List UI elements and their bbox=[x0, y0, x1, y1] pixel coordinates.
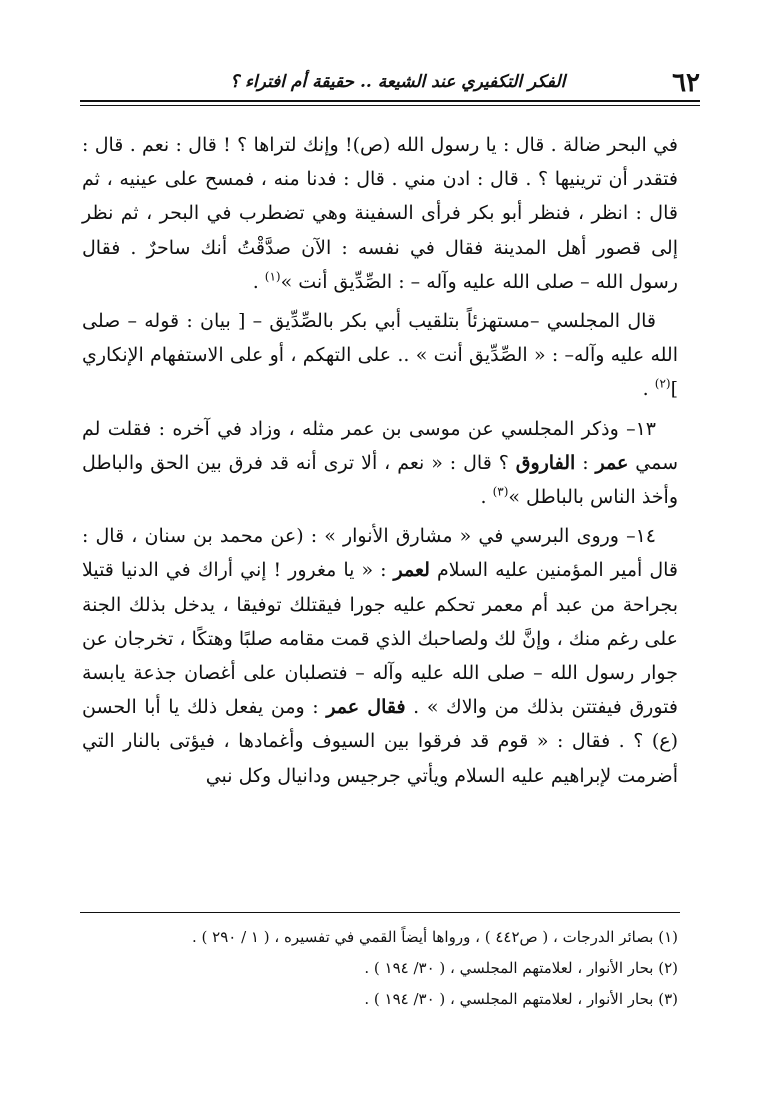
footnote-reference: (٢) bbox=[654, 377, 671, 392]
text-segment: في البحر ضالة . قال : يا رسول الله (ص)! وإنك لتراها ؟ ! قال : نعم . قال : فتقدر أن ترينيها ؟ . قال : ادن مني . قال : فدنا منه ، فمسح على عينيه ، ثم قال : انظر ، فنظر أبو بكر فرأى السفينة وهي تضطرب في البحر ، ثم نظر إلى قصور أهل المدينة فقال في نفسه : الآن صدَّقْتُ أنك ساحرٌ . فقال رسول الله – صلى الله عليه وآله – : الصِّدِّيق أنت » bbox=[82, 134, 678, 293]
footnote-divider bbox=[80, 912, 680, 913]
bold-text: لعمر bbox=[393, 559, 430, 582]
footnote-number: (٢) bbox=[658, 959, 678, 977]
text-segment: ١٣– وذكر المجلسي عن موسى بن عمر مثله ، وزاد في آخره : فقلت لم سمي bbox=[82, 417, 679, 474]
footnote-number: (٣) bbox=[658, 990, 678, 1008]
footnote-text: بصائر الدرجات ، ( ص٤٤٢ ) ، ورواها أيضاً القمي في تفسيره ، ( ١ / ٢٩٠ ) . bbox=[192, 928, 659, 946]
text-segment: . bbox=[642, 378, 655, 401]
text-segment: . bbox=[480, 486, 493, 509]
footnote-reference: (٣) bbox=[492, 484, 509, 499]
footnote-reference: (١) bbox=[264, 269, 281, 284]
header-rule-thin bbox=[80, 105, 700, 106]
text-segment: : bbox=[575, 451, 596, 474]
text-segment: ١٤– وروى البرسي في « مشارق الأنوار » : (عن محمد بن سنان ، قال : قال أمير المؤمنين عليه السلام bbox=[82, 525, 679, 582]
text-segment: : ومن يفعل ذلك يا أبا الحسن (ع) ؟ . فقال : « قوم قد فرقوا بين السيوف وأغمادها ، فيؤتى بالنار التي أضرمت لإبراهيم عليه السلام ويأتي جرجيس ودانيال وكل نبي bbox=[82, 696, 678, 787]
text-segment: ؟ قال : « نعم ، ألا ترى أنه قد فرق بين الحق والباطل وأخذ الناس بالباطل » bbox=[82, 451, 678, 509]
paragraph bbox=[82, 412, 678, 515]
footnote bbox=[82, 922, 678, 953]
text-segment: قال المجلسي –مستهزئاً بتلقيب أبي بكر بالصِّدِّيق – [ بيان : قوله – صلى الله عليه وآله– : « الصِّدِّيق أنت » .. على التهكم ، أو على الاستفهام الإنكاري ] bbox=[82, 310, 678, 401]
footnote-number: (١) bbox=[658, 928, 678, 946]
paragraph bbox=[82, 128, 678, 299]
paragraph bbox=[82, 519, 678, 793]
footnote-text: بحار الأنوار ، لعلامتهم المجلسي ، ( ٣٠/ ١٩٤ ) . bbox=[364, 959, 659, 977]
main-text bbox=[82, 128, 678, 798]
page-header bbox=[80, 62, 700, 108]
paragraph bbox=[82, 304, 678, 407]
footnote bbox=[82, 984, 678, 1015]
page-number: ٦٢ bbox=[672, 68, 700, 98]
bold-text: الفاروق bbox=[515, 451, 576, 474]
footnotes bbox=[82, 922, 678, 1015]
running-title: الفكر التكفيري عند الشيعة .. حقيقة أم افتراء ؟ bbox=[230, 72, 566, 92]
text-segment: . bbox=[252, 270, 265, 293]
bold-text: فقال عمر bbox=[326, 696, 406, 719]
footnote bbox=[82, 953, 678, 984]
bold-text: عمر bbox=[595, 451, 629, 474]
header-rule bbox=[80, 100, 700, 102]
text-segment: : « يا مغرور ! إني أراك في الدنيا قتيلا بجراحة من عبد أم معمر تحكم عليه جورا فيقتلك توفيقا ، يدخل بذلك الجنة على رغم منك ، وإنَّ لك ولصاحبك الذي قمت مقامه صلبًا وهتكًا ، تخرجان عن جوار رسول الله – صلى الله عليه وآله – فتصلبان على أغصان جذعة يابسة فتورق فيفتتن بذلك من والاك » . bbox=[82, 559, 678, 719]
footnote-text: بحار الأنوار ، لعلامتهم المجلسي ، ( ٣٠/ ١٩٤ ) . bbox=[364, 990, 659, 1008]
